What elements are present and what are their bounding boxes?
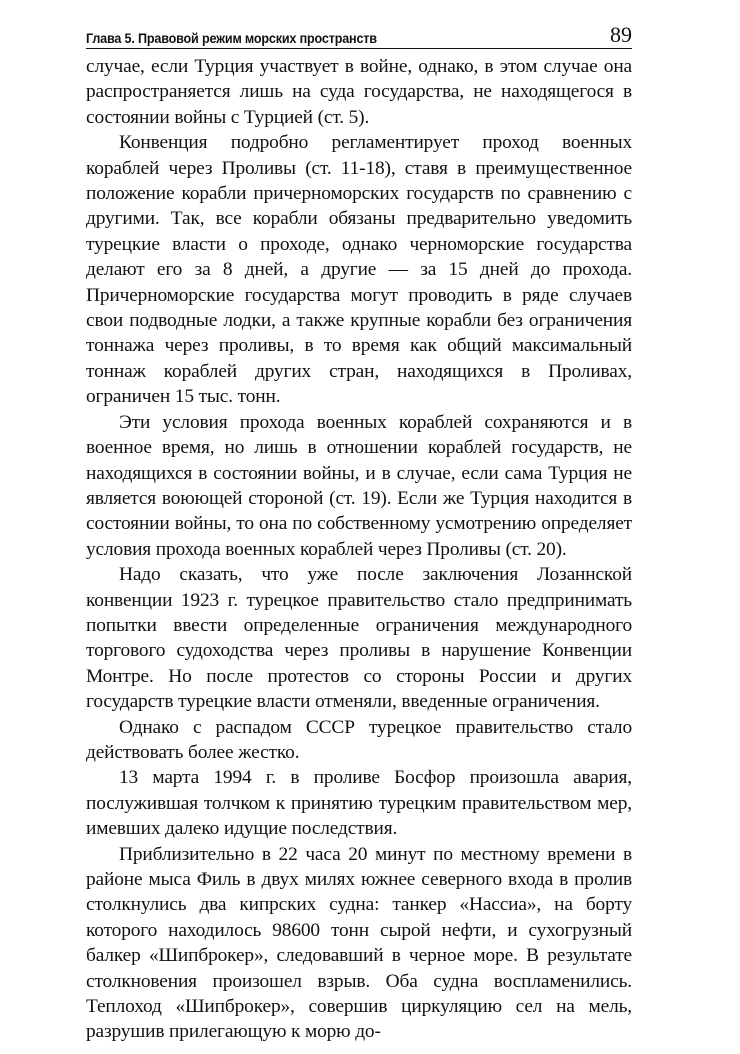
paragraph-4: Надо сказать, что уже после заключения Лозаннской конвенции 1923 г. турецкое правительство стало предпринимать попытки ввести определенные ограничения международного торгового судоходства через проливы в нарушение Конвенции Монтре. Но после протестов со стороны России и других государств турецкие власти отменяли, введенные ограничения. [86, 564, 632, 713]
paragraph-2: Конвенция подробно регламентирует проход военных кораблей через Проливы (ст. 11-18), ставя в преимущественное положение корабли причерноморских государств по сравнению с другими. Так, все корабли обязаны предварительно уведомить турецкие власти о проходе, однако черноморские государства делают его за 8 дней, а другие — за 15 дней до прохода. Причерноморские государства могут проводить в ряде случаев свои подводные лодки, а также крупные корабли без ограничения тоннажа через проливы, в то время как общий максимальный тоннаж кораблей других стран, находящихся в Проливах, ограничен 15 тыс. тонн. [86, 132, 632, 408]
paragraph-6: 13 марта 1994 г. в проливе Босфор произошла авария, послужившая толчком к принятию турецким правительством мер, имевших далеко идущие последствия. [86, 767, 632, 840]
paragraph-3: Эти условия прохода военных кораблей сохраняются и в военное время, но лишь в отношении кораблей государств, не находящихся в состоянии войны, и в случае, если сама Турция не является воюющей стороной (ст. 19). Если же Турция находится в состоянии войны, то она по собственному усмотрению определяет условия прохода военных кораблей через Проливы (ст. 20). [86, 411, 632, 560]
running-header [86, 20, 632, 49]
chapter-title: Глава 5. Правовой режим морских пространств [86, 30, 377, 46]
book-page [86, 20, 632, 1045]
page-number: 89 [610, 22, 632, 47]
paragraph-7: Приблизительно в 22 часа 20 минут по местному времени в районе мыса Филь в двух милях южнее северного входа в пролив столкнулись два кипрских судна: танкер «Нассиа», на борту которого находилось 98600 тонн сырой нефти, и сухогрузный балкер «Шипброкер», следовавший в черное море. В результате столкновения произошел взрыв. Оба судна воспламенились. Теплоход «Шипброкер», совершив циркуляцию сел на мель, разрушив прилегающую к морю до- [86, 843, 632, 1043]
paragraph-5: Однако с распадом СССР турецкое правительство стало действовать более жестко. [86, 716, 632, 763]
body-text [86, 54, 632, 1045]
paragraph-1: случае, если Турция участвует в войне, однако, в этом случае она распространяется лишь на суда государства, не находящегося в состоянии войны с Турцией (ст. 5). [86, 56, 632, 128]
